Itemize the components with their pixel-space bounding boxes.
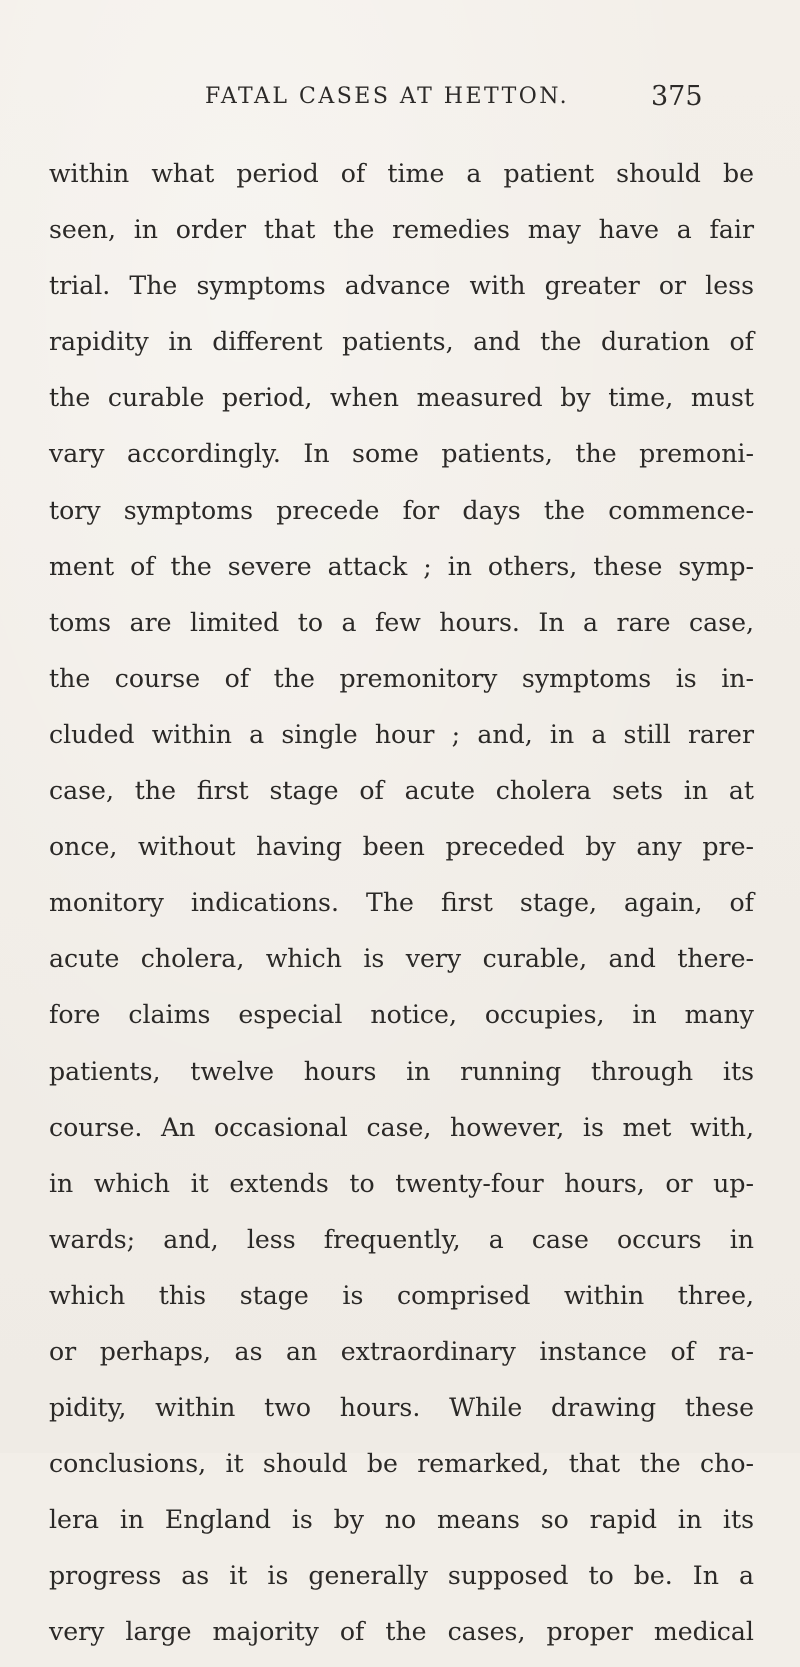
page-number: 375 [651, 81, 703, 112]
text-line: within what period of time a patient should be [49, 159, 754, 188]
text-line: fore claims especial notice, occupies, in many [49, 1000, 754, 1030]
text-line: the curable period, when measured by time, must [49, 383, 754, 413]
text-line: wards; and, less frequently, a case occurs in [49, 1224, 754, 1254]
text-line: once, without having been preceded by any pre- [49, 832, 754, 862]
text-line: lera in England is by no means so rapid in its [49, 1505, 754, 1535]
text-line: progress as it is generally supposed to be. In a [49, 1561, 754, 1591]
text-line: in which it extends to twenty-four hours, or up- [49, 1168, 754, 1198]
text-line: pidity, within two hours. While drawing these [49, 1393, 754, 1423]
text-line: or perhaps, as an extraordinary instance of ra- [49, 1336, 754, 1366]
text-line: conclusions, it should be remarked, that the cho- [49, 1449, 754, 1479]
text-line: seen, in order that the remedies may have a fair [49, 215, 754, 245]
text-line: very large majority of the cases, proper medical [49, 1617, 754, 1647]
text-line: ment of the severe attack ; in others, these symp- [49, 551, 754, 581]
text-line: toms are limited to a few hours. In a rare case, [49, 607, 754, 637]
text-line: rapidity in different patients, and the duration of [49, 327, 754, 357]
text-line: tory symptoms precede for days the commence- [49, 495, 754, 525]
text-line: cluded within a single hour ; and, in a still rarer [49, 719, 754, 749]
running-head [205, 81, 765, 124]
text-line: acute cholera, which is very curable, and there- [49, 944, 754, 974]
body-text [49, 152, 754, 1667]
text-line: course. An occasional case, however, is met with, [49, 1112, 754, 1142]
text-line: which this stage is comprised within three, [49, 1280, 754, 1310]
text-line: vary accordingly. In some patients, the premoni- [49, 439, 754, 469]
text-line: monitory indications. The first stage, again, of [49, 888, 754, 918]
text-line: patients, twelve hours in running through its [49, 1056, 754, 1086]
text-line: trial. The symptoms advance with greater or less [49, 271, 754, 301]
text-line: case, the first stage of acute cholera sets in at [49, 776, 754, 806]
text-line: the course of the premonitory symptoms is in- [49, 663, 754, 693]
running-title: FATAL CASES AT HETTON. [205, 84, 570, 109]
